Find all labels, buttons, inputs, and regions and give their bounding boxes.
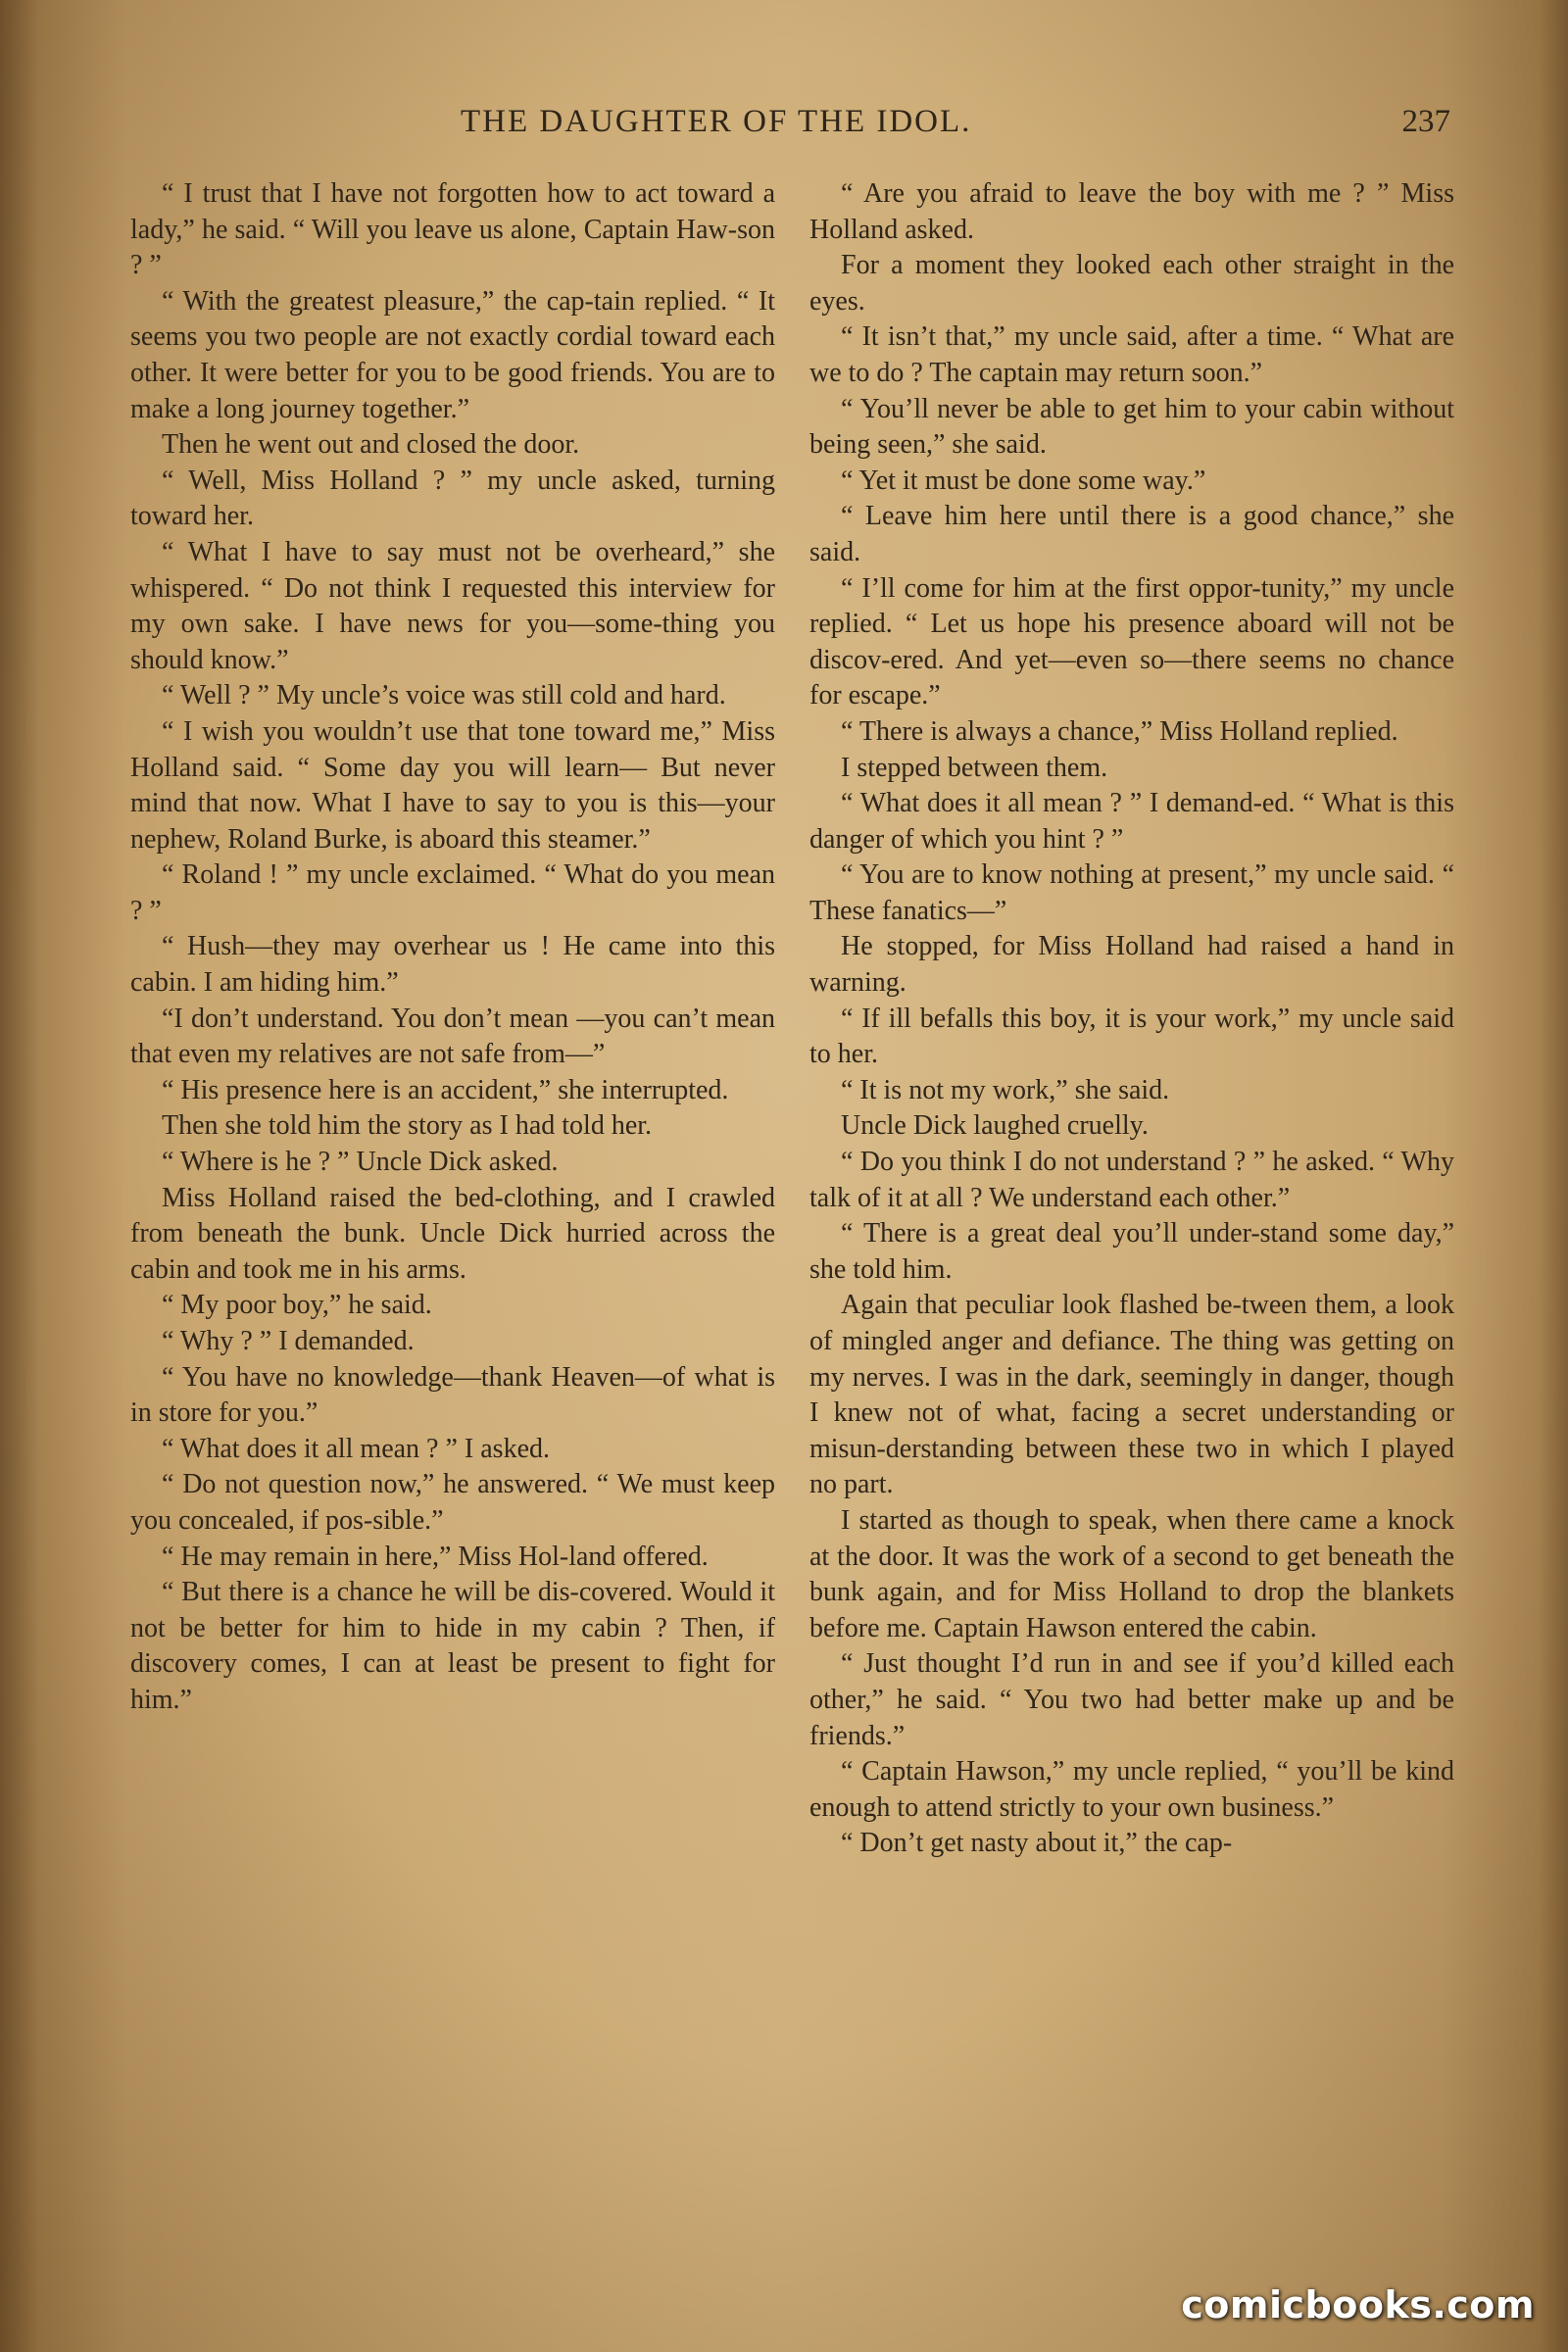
- paragraph: “ I wish you wouldn’t use that tone toward me,” Miss Holland said. “ Some day you will learn— But never mind that now. What I have to say to you is this—your nephew, Roland Burke, is aboard this steamer.”: [130, 715, 775, 855]
- paragraph: Then he went out and closed the door.: [162, 429, 580, 461]
- paragraph: “ What does it all mean ? ” I demand-ed. “ What is this danger of which you hint ? ”: [809, 788, 1454, 855]
- paragraph: “ It is not my work,” she said.: [841, 1074, 1170, 1105]
- paragraph: “ Do you think I do not understand ? ” he asked. “ Why talk of it at all ? We understand each other.”: [809, 1147, 1454, 1213]
- paragraph: “ You’ll never be able to get him to your cabin without being seen,” she said.: [809, 393, 1454, 461]
- paragraph: “ Are you afraid to leave the boy with me ? ” Miss Holland asked.: [809, 178, 1454, 245]
- paragraph: Miss Holland raised the bed-clothing, and I crawled from beneath the bunk. Uncle Dick hurried across the cabin and took me in his arms.: [130, 1182, 775, 1285]
- paragraph: Again that peculiar look flashed be-tween them, a look of mingled anger and defiance. The thing was getting on my nerves. I was in the dark, seemingly in danger, though I knew not of what, facing a secret understanding or misun-derstanding between these two in which I played no part.: [809, 1290, 1454, 1500]
- paragraph: “I don’t understand. You don’t mean —you can’t mean that even my relatives are not safe from—”: [130, 1003, 775, 1070]
- paragraph: “ Captain Hawson,” my uncle replied, “ you’ll be kind enough to attend strictly to your own business.”: [809, 1756, 1454, 1823]
- paragraph: Then she told him the story as I had told her.: [162, 1110, 653, 1142]
- running-title: THE DAUGHTER OF THE IDOL.: [461, 104, 972, 139]
- paragraph: “ Leave him here until there is a good chance,” she said.: [809, 501, 1454, 567]
- paragraph: “ Don’t get nasty about it,” the cap-: [841, 1828, 1233, 1859]
- paragraph: “ You have no knowledge—thank Heaven—of what is in store for you.”: [130, 1361, 775, 1429]
- paragraph: “ I’ll come for him at the first oppor-tunity,” my uncle replied. “ Let us hope his presence aboard will not be discov-ered. And yet—even so—there seems no chance for escape.”: [809, 572, 1454, 711]
- paragraph: “ Well ? ” My uncle’s voice was still cold and hard.: [162, 680, 726, 711]
- paragraph: “ Why ? ” I demanded.: [162, 1326, 415, 1356]
- paragraph: “ You are to know nothing at present,” my uncle said. “ These fanatics—”: [809, 859, 1454, 926]
- paragraph: He stopped, for Miss Holland had raised a hand in warning.: [809, 931, 1454, 999]
- paragraph: “ I trust that I have not forgotten how to act toward a lady,” he said. “ Will you leave us alone, Captain Haw-son ? ”: [130, 178, 775, 281]
- page-header: [461, 104, 1450, 149]
- paragraph: “ What does it all mean ? ” I asked.: [162, 1433, 550, 1464]
- page-left-edge-shadow: [0, 0, 39, 2352]
- paragraph: “ There is a great deal you’ll under-stand some day,” she told him.: [809, 1218, 1454, 1285]
- paragraph: “ Do not question now,” he answered. “ We must keep you concealed, if pos-sible.”: [130, 1469, 775, 1536]
- paragraph: “ What I have to say must not be overheard,” she whispered. “ Do not think I requested this interview for my own sake. I have news for you—some-thing you should know.”: [130, 536, 775, 675]
- paragraph: “ His presence here is an accident,” she interrupted.: [162, 1074, 729, 1105]
- paragraph: “ Well, Miss Holland ? ” my uncle asked, turning toward her.: [130, 465, 775, 532]
- paragraph: “ Just thought I’d run in and see if you’d killed each other,” he said. “ You two had better make up and be friends.”: [809, 1648, 1454, 1751]
- paragraph: “ Hush—they may overhear us ! He came into this cabin. I am hiding him.”: [130, 931, 775, 999]
- paragraph: “ He may remain in here,” Miss Hol-land offered.: [162, 1541, 709, 1572]
- page-right-edge-shadow: [1539, 0, 1568, 2352]
- paragraph: For a moment they looked each other straight in the eyes.: [809, 250, 1454, 317]
- page-number: 237: [1401, 104, 1450, 139]
- paragraph: “ If ill befalls this boy, it is your work,” my uncle said to her.: [809, 1003, 1454, 1070]
- paragraph: “ Yet it must be done some way.”: [841, 465, 1206, 496]
- left-text-column: [130, 176, 775, 1719]
- right-text-column: [809, 176, 1454, 1862]
- paragraph: Uncle Dick laughed cruelly.: [841, 1110, 1149, 1142]
- paragraph: I stepped between them.: [841, 752, 1108, 783]
- paragraph: “ It isn’t that,” my uncle said, after a time. “ What are we to do ? The captain may return soon.”: [809, 321, 1454, 388]
- paragraph: “ With the greatest pleasure,” the cap-tain replied. “ It seems you two people are not exactly cordial toward each other. It were better for you to be good friends. You are to make a long journey together.”: [130, 285, 775, 424]
- paragraph: “ Where is he ? ” Uncle Dick asked.: [162, 1147, 559, 1178]
- paragraph: “ Roland ! ” my uncle exclaimed. “ What do you mean ? ”: [130, 859, 775, 926]
- paragraph: I started as though to speak, when there came a knock at the door. It was the work of a second to get beneath the bunk again, and for Miss Holland to drop the blankets before me. Captain Hawson entered the cabin.: [809, 1504, 1454, 1643]
- paragraph: “ My poor boy,” he said.: [162, 1290, 432, 1321]
- paragraph: “ But there is a chance he will be dis-covered. Would it not be better for him to hide in my cabin ? Then, if discovery comes, I can at least be present to fight for him.”: [130, 1577, 775, 1715]
- paragraph: “ There is always a chance,” Miss Holland replied.: [841, 715, 1398, 747]
- site-watermark: comicbooks.com: [1181, 2283, 1535, 2327]
